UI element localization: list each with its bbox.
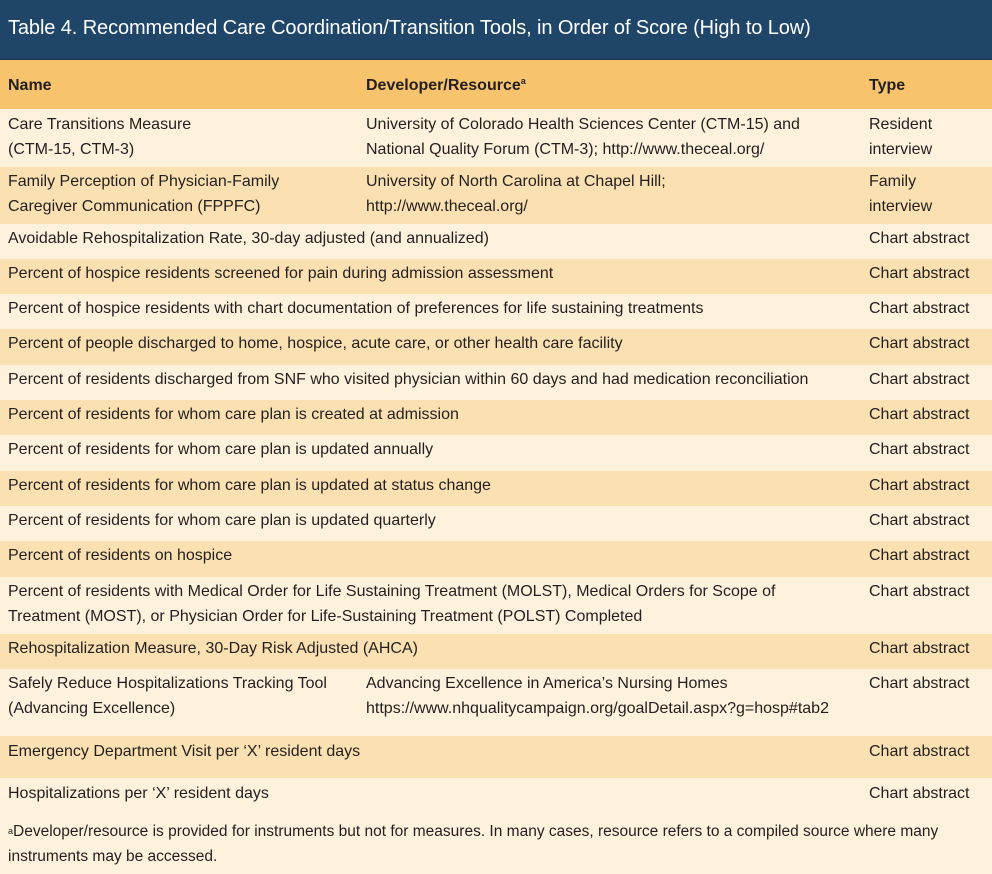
cell-type-line: Family xyxy=(869,173,917,190)
cell-name-line: Care Transitions Measure xyxy=(8,116,192,133)
footnote-text-block xyxy=(8,820,978,869)
cell-name-line: Percent of residents for whom care plan is updated annually xyxy=(8,441,434,458)
cell-type xyxy=(869,740,969,765)
cell-name xyxy=(8,740,360,765)
cell-type-line: Resident xyxy=(869,116,933,133)
cell-name-line: Avoidable Rehospitalization Rate, 30-day adjusted (and annualized) xyxy=(8,230,489,247)
cell-type-line: Chart abstract xyxy=(869,371,970,388)
cell-name xyxy=(8,368,808,393)
cell-name xyxy=(8,262,553,287)
table-row xyxy=(0,259,992,294)
table-row xyxy=(0,224,992,259)
table-title-bar xyxy=(0,0,992,60)
cell-name-line: Family Perception of Physician-Family xyxy=(8,173,280,190)
cell-developer xyxy=(366,672,829,721)
cell-name-line: Percent of residents for whom care plan is created at admission xyxy=(8,406,459,423)
cell-type-line: Chart abstract xyxy=(869,441,970,458)
cell-name-line: Rehospitalization Measure, 30-Day Risk Adjusted (AHCA) xyxy=(8,640,418,657)
cell-name-line: (Advancing Excellence) xyxy=(8,699,176,717)
cell-name-line: (CTM-15, CTM-3) xyxy=(8,140,135,158)
table-header-row xyxy=(0,60,992,109)
cell-type-line: Chart abstract xyxy=(869,743,970,760)
cell-name xyxy=(8,672,327,721)
cell-name-line: Hospitalizations per ‘X’ resident days xyxy=(8,785,269,802)
table-row xyxy=(0,109,992,167)
cell-type-line: interview xyxy=(869,140,933,158)
cell-name xyxy=(8,544,232,569)
cell-type xyxy=(869,368,969,393)
cell-name xyxy=(8,332,623,357)
table-row xyxy=(0,294,992,329)
cell-name xyxy=(8,438,433,463)
table-row xyxy=(0,400,992,435)
cell-name-line: Percent of residents for whom care plan is updated at status change xyxy=(8,477,491,494)
cell-type xyxy=(869,672,969,697)
cell-developer xyxy=(366,170,666,219)
table-row xyxy=(0,541,992,577)
header-type: Type xyxy=(869,77,906,94)
table-row xyxy=(0,634,992,669)
cell-developer-line: http://www.theceal.org/ xyxy=(366,197,528,215)
cell-name-line: Percent of residents discharged from SNF who visited physician within 60 days and had medication reconciliation xyxy=(8,371,809,388)
cell-developer-line: University of North Carolina at Chapel Hill; xyxy=(366,173,666,190)
cell-type-line: Chart abstract xyxy=(869,512,970,529)
table-row xyxy=(0,506,992,541)
cell-developer-line: Advancing Excellence in America’s Nursing Homes xyxy=(366,675,728,692)
cell-type-line: interview xyxy=(869,197,933,215)
cell-type xyxy=(869,297,969,322)
cell-name-line: Safely Reduce Hospitalizations Tracking Tool xyxy=(8,675,327,692)
cell-name xyxy=(8,170,279,219)
cell-type-line: Chart abstract xyxy=(869,406,970,423)
footnote-text: Developer/resource is provided for instruments but not for measures. In many cases, resource refers to a compiled source where many instruments may be accessed. xyxy=(8,823,939,865)
cell-type xyxy=(869,438,969,463)
table-row xyxy=(0,329,992,365)
cell-name-line: Percent of people discharged to home, hospice, acute care, or other health care facility xyxy=(8,335,623,352)
table-row xyxy=(0,778,992,813)
cell-type xyxy=(869,637,969,662)
cell-name xyxy=(8,782,269,807)
cell-name-line: Percent of residents for whom care plan is updated quarterly xyxy=(8,512,436,529)
cell-name xyxy=(8,403,459,428)
cell-type-line: Chart abstract xyxy=(869,300,970,317)
cell-type xyxy=(869,113,932,162)
cell-name xyxy=(8,580,775,629)
table-row xyxy=(0,435,992,471)
header-name: Name xyxy=(8,77,52,94)
cell-developer-line: University of Colorado Health Sciences Center (CTM-15) and xyxy=(366,116,800,133)
cell-type xyxy=(869,170,932,219)
cell-name-line: Percent of hospice residents with chart documentation of preferences for life sustaining treatments xyxy=(8,300,704,317)
cell-developer-line: National Quality Forum (CTM-3); http://www.theceal.org/ xyxy=(366,140,765,158)
cell-type xyxy=(869,227,969,252)
cell-type xyxy=(869,262,969,287)
cell-name xyxy=(8,509,436,534)
footnote-marker: a xyxy=(8,826,14,836)
cell-name-line: Percent of residents on hospice xyxy=(8,547,233,564)
cell-developer xyxy=(366,113,800,162)
header-developer-footnote-marker: a xyxy=(520,76,526,86)
cell-type xyxy=(869,474,969,499)
cell-name xyxy=(8,227,489,252)
cell-type-line: Chart abstract xyxy=(869,785,970,802)
table-row xyxy=(0,471,992,506)
header-developer xyxy=(366,77,526,95)
cell-type xyxy=(869,782,969,807)
cell-name xyxy=(8,297,703,322)
cell-name xyxy=(8,637,418,662)
cell-name-line: Emergency Department Visit per ‘X’ resident days xyxy=(8,743,361,760)
cell-name-line: Treatment (MOST), or Physician Order for Life-Sustaining Treatment (POLST) Completed xyxy=(8,607,643,625)
table-row xyxy=(0,577,992,634)
cell-type-line: Chart abstract xyxy=(869,265,970,282)
cell-name-line: Percent of residents with Medical Order for Life Sustaining Treatment (MOLST), Medical Orders for Scope of xyxy=(8,583,776,600)
cell-type xyxy=(869,544,969,569)
table-row xyxy=(0,167,992,224)
cell-type-line: Chart abstract xyxy=(869,547,970,564)
table-footnote xyxy=(0,813,992,874)
cell-name xyxy=(8,474,491,499)
cell-type xyxy=(869,332,969,357)
cell-name-line: Caregiver Communication (FPPFC) xyxy=(8,197,261,215)
table-title: Table 4. Recommended Care Coordination/Transition Tools, in Order of Score (High to Low) xyxy=(8,17,811,39)
cell-name xyxy=(8,113,191,162)
cell-type xyxy=(869,580,969,605)
table-row xyxy=(0,736,992,778)
table-row xyxy=(0,365,992,400)
cell-type-line: Chart abstract xyxy=(869,640,970,657)
cell-name-line: Percent of hospice residents screened for pain during admission assessment xyxy=(8,265,554,282)
cell-type xyxy=(869,403,969,428)
header-developer-label: Developer/Resource xyxy=(366,77,521,94)
cell-type-line: Chart abstract xyxy=(869,230,970,247)
table-row xyxy=(0,669,992,736)
cell-type-line: Chart abstract xyxy=(869,335,970,352)
cell-type-line: Chart abstract xyxy=(869,583,970,600)
cell-type xyxy=(869,509,969,534)
cell-type-line: Chart abstract xyxy=(869,477,970,494)
cell-developer-line: https://www.nhqualitycampaign.org/goalDetail.aspx?g=hosp#tab2 xyxy=(366,699,829,717)
cell-type-line: Chart abstract xyxy=(869,675,970,692)
